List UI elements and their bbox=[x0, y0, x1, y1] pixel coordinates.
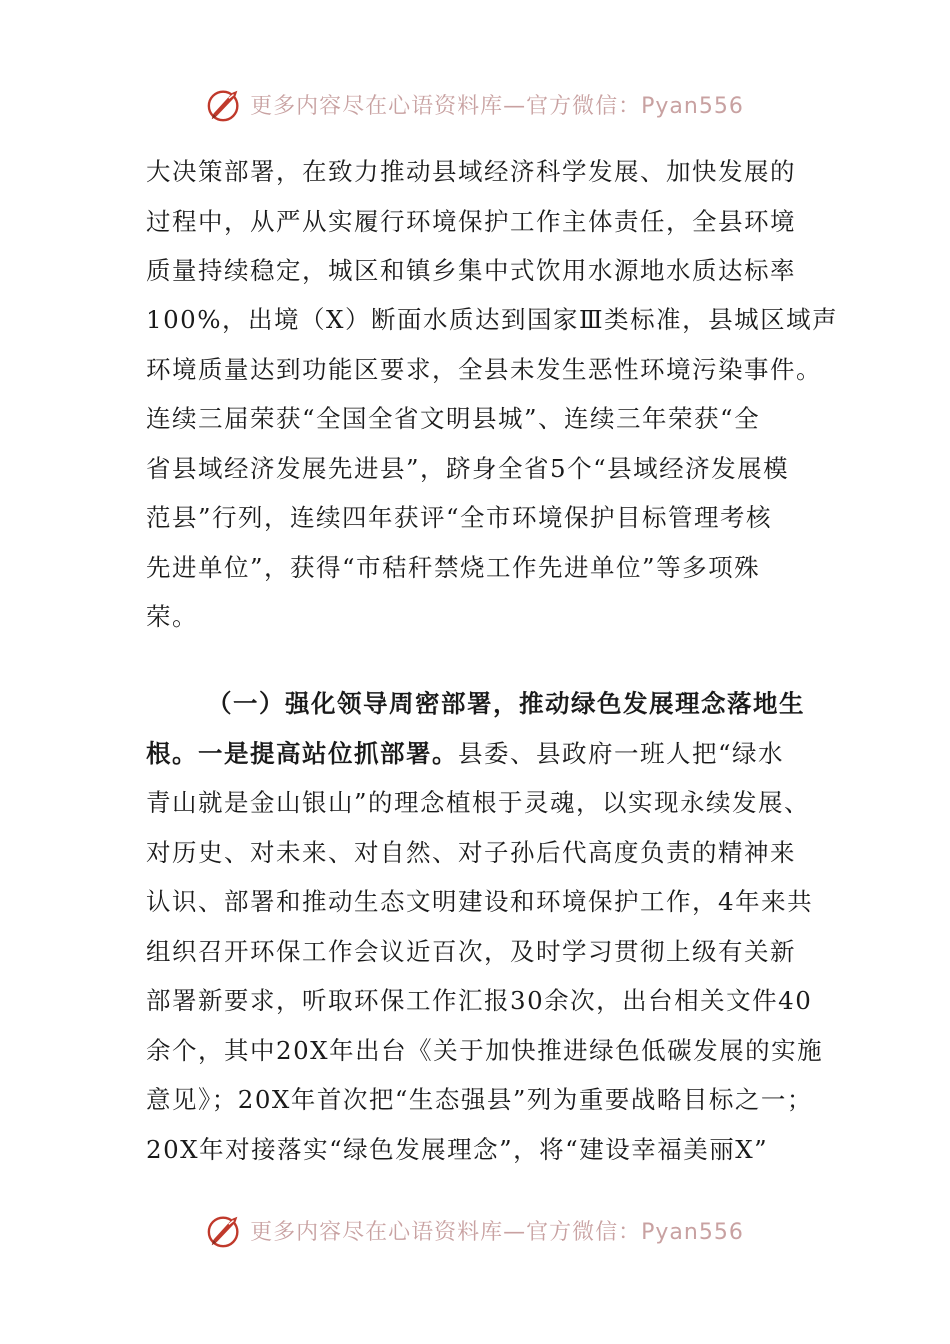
text-line: 过程中，从严从实履行环境保护工作主体责任，全县环境 bbox=[146, 207, 796, 236]
text-line: 组织召开环保工作会议近百次，及时学习贯彻上级有关新 bbox=[146, 937, 796, 966]
text-line: 对历史、对未来、对自然、对子孙后代高度负责的精神来 bbox=[146, 838, 796, 867]
text-line-rest: 县委、县政府一班人把“绿水 bbox=[458, 739, 785, 768]
text-line: 荣。 bbox=[146, 602, 198, 631]
text-line: 意见》；20X年首次把“生态强县”列为重要战略目标之一； bbox=[146, 1085, 813, 1114]
pen-quill-logo-icon bbox=[206, 85, 244, 123]
banner-text: 更多内容尽在心语资料库—官方微信：Pyan556 bbox=[250, 93, 744, 119]
banner-text: 更多内容尽在心语资料库—官方微信：Pyan556 bbox=[250, 1219, 744, 1245]
section-subheading: 根。一是提高站位抓部署。 bbox=[146, 739, 458, 768]
text-line: 部署新要求，听取环保工作汇报30余次，出台相关文件40 bbox=[146, 986, 813, 1015]
text-line: 范县”行列，连续四年获评“全市环境保护目标管理考核 bbox=[146, 503, 773, 532]
header-banner bbox=[0, 82, 950, 126]
text-line bbox=[146, 739, 784, 769]
text-line: 先进单位”，获得“市秸秆禁烧工作先进单位”等多项殊 bbox=[146, 553, 761, 582]
text-line: 100%，出境（X）断面水质达到国家Ⅲ类标准，县城区域声 bbox=[146, 305, 839, 334]
section-heading: （一）强化领导周密部署，推动绿色发展理念落地生 bbox=[207, 689, 805, 718]
text-line: 认识、部署和推动生态文明建设和环境保护工作，4年来共 bbox=[146, 887, 814, 916]
text-line: 质量持续稳定，城区和镇乡集中式饮用水源地水质达标率 bbox=[146, 256, 796, 285]
text-line: 省县域经济发展先进县”，跻身全省5个“县域经济发展模 bbox=[146, 454, 790, 483]
text-line: 20X年对接落实“绿色发展理念”，将“建设幸福美丽X” bbox=[146, 1135, 769, 1164]
pen-quill-logo-icon bbox=[206, 1211, 244, 1249]
text-line: 大决策部署，在致力推动县域经济科学发展、加快发展的 bbox=[146, 157, 796, 186]
text-line: 环境质量达到功能区要求，全县未发生恶性环境污染事件。 bbox=[146, 355, 822, 384]
text-line: 余个，其中20X年出台《关于加快推进绿色低碳发展的实施 bbox=[146, 1036, 824, 1065]
text-line: 连续三届荣获“全国全省文明县城”、连续三年荣获“全 bbox=[146, 404, 761, 433]
footer-banner bbox=[0, 1208, 950, 1252]
text-line: 青山就是金山银山”的理念植根于灵魂，以实现永续发展、 bbox=[146, 788, 811, 817]
